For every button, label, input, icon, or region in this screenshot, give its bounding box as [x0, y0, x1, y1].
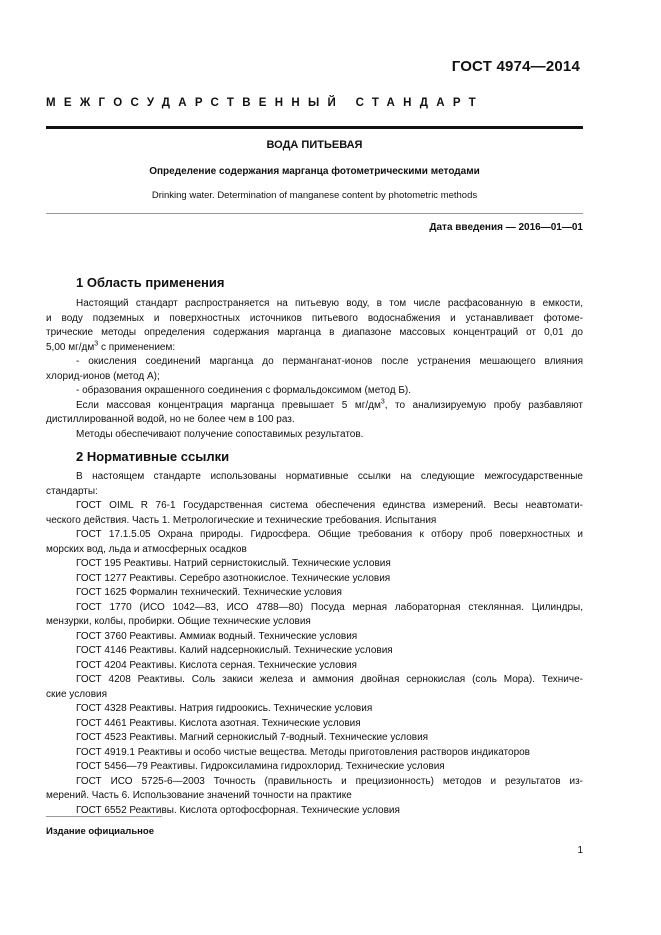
reference-line: ГОСТ ИСО 5725-6—2003 Точность (правильность и прецизионность) методов и результатов из- [76, 775, 583, 787]
page-number: 1 [577, 845, 583, 856]
comparability-line: Методы обеспечивают получение сопоставимых результатов. [76, 428, 364, 440]
references-intro-line: стандарты: [46, 485, 98, 497]
scope-line: и воду подземных и поверхностных источников питьевого водоснабжения и устанавливает фотоме- [46, 312, 583, 324]
dilution-line [46, 399, 583, 414]
section-scope-body [46, 297, 583, 442]
section-heading-references: 2 Нормативные ссылки [76, 449, 230, 464]
superscript: 3 [94, 340, 99, 348]
reference-line: ГОСТ 17.1.5.05 Охрана природы. Гидросфера. Общие требования к отбору проб поверхностных и [76, 529, 583, 540]
footer-divider [46, 816, 162, 817]
scope-text: с применением: [98, 341, 176, 353]
scope-line: трические методы определения содержания марганца в диапазоне массовых концентраций от 0,01 до [46, 327, 583, 338]
reference-line: ГОСТ 3760 Реактивы. Аммиак водный. Технические условия [76, 630, 358, 642]
bullet-line: хлорид-ионов (метод А); [46, 370, 160, 382]
reference-continuation: мерений. Часть 6. Использование значений точности на практике [46, 790, 352, 801]
reference-line: ГОСТ 1770 (ИСО 1042—83, ИСО 4788—80) Посуда мерная лабораторная стеклянная. Цилиндры, [76, 601, 583, 613]
reference-line: ГОСТ 195 Реактивы. Натрий сернистокислый. Технические условия [76, 558, 391, 569]
reference-line: ГОСТ 4328 Реактивы. Натрия гидроокись. Технические условия [76, 703, 373, 714]
introduction-date: Дата введения — 2016—01—01 [429, 222, 583, 233]
superscript: 3 [380, 398, 385, 406]
reference-continuation: ские условия [46, 688, 108, 700]
reference-continuation: мензурки, колбы, пробирки. Общие технические условия [46, 616, 311, 627]
scope-line: Настоящий стандарт распространяется на питьевую воду, в том числе расфасованную в емкости, [76, 298, 583, 309]
reference-line: ГОСТ 4919.1 Реактивы и особо чистые вещества. Методы приготовления растворов индикаторов [76, 746, 530, 758]
document-title: ВОДА ПИТЬЕВАЯ [266, 139, 363, 151]
section-heading-scope: 1 Область применения [76, 275, 225, 290]
reference-continuation: морских вод, льда и атмосферных осадков [46, 543, 247, 555]
dilution-text: Если массовая концентрация марганца превышает 5 мг/дм [76, 399, 381, 411]
dilution-text: , то анализируемую пробу разбавляют [384, 399, 583, 411]
reference-line: ГОСТ 4523 Реактивы. Магний сернокислый 7-водный. Технические условия [76, 732, 429, 743]
reference-line: ГОСТ 1625 Формалин технический. Технические условия [76, 587, 342, 598]
reference-line: ГОСТ 5456—79 Реактивы. Гидроксиламина гидрохлорид. Технические условия [76, 761, 445, 772]
bullet-line: - образования окрашенного соединения с формальдоксимом (метод Б). [76, 385, 412, 396]
reference-line: ГОСТ 6552 Реактивы. Кислота ортофосфорная. Технические условия [76, 804, 400, 816]
title-divider [46, 213, 583, 214]
document-subtitle: Определение содержания марганца фотометрическими методами [149, 166, 480, 177]
reference-line: ГОСТ 4208 Реактивы. Соль закиси железа и аммония двойная сернокислая (соль Мора). Техниче- [76, 674, 583, 685]
dilution-line: дистиллированной водой, но не более чем в 100 раз. [46, 414, 295, 425]
scope-text: 5,00 мг/дм [46, 341, 95, 353]
reference-line: ГОСТ 4461 Реактивы. Кислота азотная. Технические условия [76, 717, 361, 729]
english-title: Drinking water. Determination of manganese content by photometric methods [151, 190, 478, 201]
gost-number: ГОСТ 4974—2014 [451, 58, 580, 75]
reference-continuation: ческого действия. Часть 1. Метрологические и технические требования. Испытания [46, 514, 437, 526]
reference-line: ГОСТ 1277 Реактивы. Серебро азотнокислое. Технические условия [76, 572, 391, 584]
reference-line: ГОСТ 4146 Реактивы. Калий надсернокислый. Технические условия [76, 645, 393, 656]
section-references-body [46, 470, 583, 818]
bullet-line: - окисления соединений марганца до перманганат-ионов после устранения мешающего влияния [76, 356, 583, 367]
references-intro-line: В настоящем стандарте использованы нормативные ссылки на следующие межгосударственные [76, 471, 583, 482]
official-edition-label: Издание официальное [46, 826, 154, 837]
reference-line: ГОСТ 4204 Реактивы. Кислота серная. Технические условия [76, 659, 357, 671]
standard-type-banner: МЕЖГОСУДАРСТВЕННЫЙ СТАНДАРТ [46, 97, 484, 109]
reference-line: ГОСТ OIML R 76-1 Государственная система обеспечения единства измерений. Весы неавтомати- [76, 500, 583, 511]
header-divider [46, 126, 583, 129]
scope-line [46, 341, 583, 356]
